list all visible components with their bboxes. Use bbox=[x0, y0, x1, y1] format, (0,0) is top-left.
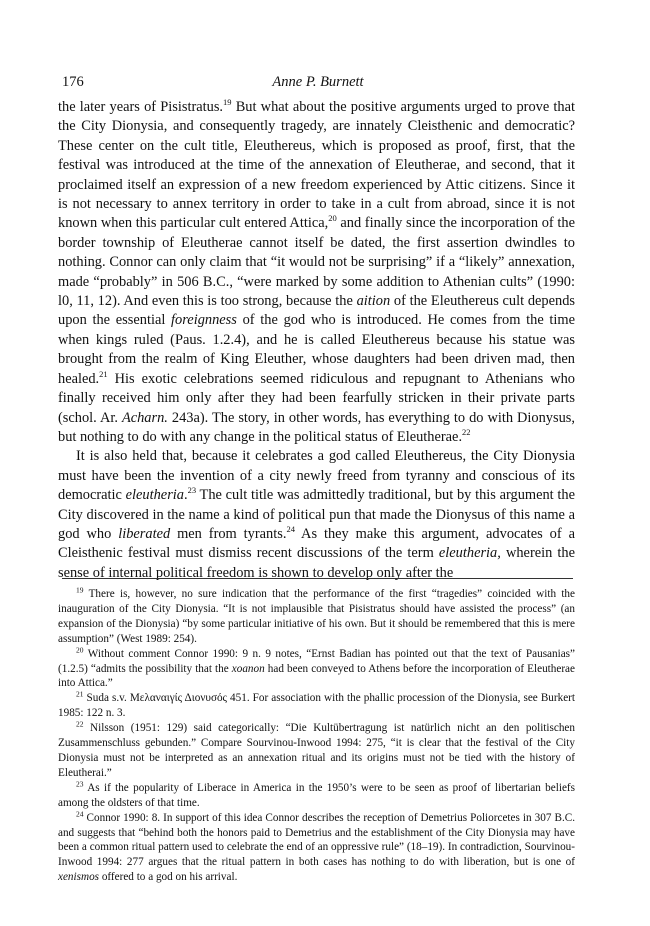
footnote-ref-19[interactable]: 19 bbox=[223, 97, 232, 108]
text-run: 243a). The story, in other words, has everything to do with Dionysus, but nothing to do with any change in the political status of Eleutherae. bbox=[58, 409, 576, 445]
text-run: It is also held that, because it celebrates a god called Eleuthereus, the City Dionysia must have been the invention of a city newly freed from tyranny and conscious of its democratic bbox=[58, 448, 575, 504]
footnote-23 bbox=[58, 781, 575, 811]
text-run: But what about the positive arguments urged to prove that the City Dionysia, and consequently tragedy, are innately Cleisthenic and democratic? These center on the cult title, Eleuthereus, which is proposed as proof, first, that the festival was introduced at the time of the annexation of Eleutherae, and second, that it proclaimed itself an expression of a new freedom experienced by Attic citizens. Since it is not necessary to annex territory in order to take in a cult from abroad, since it is not known when this particular cult entered Attica, bbox=[58, 99, 575, 232]
paragraph-2 bbox=[58, 447, 575, 583]
footnote-21 bbox=[58, 691, 575, 721]
text-run: The cult title was admittedly traditional, but by this argument the City discovered in the name a kind of political pun that made the Dionysus of this name a god who bbox=[58, 487, 575, 542]
footnote-number: 21 bbox=[76, 689, 84, 699]
emphasis: liberated bbox=[118, 525, 171, 542]
footnote-ref-20[interactable]: 20 bbox=[328, 213, 337, 224]
footnote-separator bbox=[62, 578, 573, 579]
footnote-text: Nilsson (1951: 129) said categorically: “Die Kultübertragung ist natürlich nicht an den politischen Zusammenschluss gebunden.” Compare Sourvinou-Inwood 1994: 275, “it is clear that the festival of the City Dionysia must not be interpreted as an annexation ritual and its origins must not be tied with the history of Eleutherai.” bbox=[58, 722, 575, 779]
page-header bbox=[62, 74, 574, 94]
footnote-text: Connor 1990: 8. In support of this idea Connor describes the reception of Demetrius Poliorcetes in 307 B.C. and suggests that “behind both the honors paid to Demetrius and the establishment of the City Dionysia may have been a common ritual pattern used to celebrate the end of an oppressive rule” (18–19). In contradiction, Sourvinou-Inwood 1994: 277 argues that the ritual pattern in both cases has nothing to do with liberation, but is one of bbox=[58, 811, 575, 869]
footnote-text: offered to a god on his arrival. bbox=[99, 871, 238, 884]
footnotes bbox=[58, 587, 575, 885]
footnote-ref-21[interactable]: 21 bbox=[99, 368, 108, 379]
footnote-number: 22 bbox=[76, 719, 84, 729]
footnote-text: Without comment Connor 1990: 9 n. 9 notes, “Ernst Badian has pointed out that the text of Pausanias” (1.2.5) “admits the possibility that the bbox=[58, 647, 575, 675]
footnote-text: Suda s.v. Μελαναιγίς Διονυσός 451. For association with the phallic procession of the Dionysia, see Burkert 1985: 122 n. 3. bbox=[58, 692, 575, 720]
text-run: the later years of Pisistratus. bbox=[58, 99, 224, 115]
main-text bbox=[58, 98, 575, 583]
emphasis: xoanon bbox=[231, 662, 265, 675]
emphasis: Acharn. bbox=[121, 409, 168, 426]
paragraph-1 bbox=[58, 98, 575, 447]
page-number: 176 bbox=[62, 74, 84, 90]
text-run: . bbox=[183, 487, 188, 504]
text-run: As they make this argument, advocates of a Cleisthenic festival must dismiss recent discussions of the term bbox=[58, 525, 575, 562]
emphasis: eleutheria, bbox=[438, 545, 501, 562]
emphasis: eleutheria bbox=[125, 487, 184, 504]
running-head-author: Anne P. Burnett bbox=[272, 74, 364, 90]
footnote-ref-22[interactable]: 22 bbox=[462, 427, 471, 438]
footnote-number: 20 bbox=[76, 644, 84, 654]
footnote-22 bbox=[58, 721, 575, 781]
footnote-number: 24 bbox=[76, 808, 84, 818]
text-run: men from tyrants. bbox=[170, 525, 287, 542]
emphasis: foreignness bbox=[171, 312, 237, 329]
footnote-number: 19 bbox=[76, 585, 84, 595]
text-run: His exotic celebrations seemed ridiculous and repugnant to Athenians who finally received him only after they had been fearfully stricken in their private parts (schol. Ar. bbox=[58, 370, 575, 426]
text-run: of the god who is introduced. He comes from the time when kings ruled (Paus. 1.2.4), and he is called Eleuthereus because his statue was brought from the realm of King Eleuther, whose daughters had been driven mad, then healed. bbox=[58, 312, 575, 387]
footnote-text: As if the popularity of Liberace in America in the 1950’s were to be seen as proof of libertarian beliefs among the oldsters of that time. bbox=[58, 781, 575, 809]
footnote-20 bbox=[58, 644, 575, 692]
emphasis: xenismos bbox=[58, 871, 100, 884]
footnote-ref-23[interactable]: 23 bbox=[187, 485, 197, 496]
footnote-19 bbox=[58, 587, 575, 647]
footnote-24 bbox=[58, 808, 575, 886]
text-run: of the Eleuthereus cult depends upon the essential bbox=[58, 293, 576, 329]
footnote-text: had been conveyed to Athens before the incorporation of Eleutherae into Attica.” bbox=[58, 662, 575, 690]
footnote-ref-24[interactable]: 24 bbox=[286, 524, 295, 535]
emphasis: aition bbox=[356, 293, 391, 310]
text-run: and finally since the incorporation of the border township of Eleutherae cannot itself be dated, the first assertion dwindles to nothing. Connor can only claim that “it would not be surprising” if a “likely” annexation, made “probably” in 506 B.C., “were marked by some addition to Athenian cults” (1990: l0, 11, 12). And even this is too strong, because the bbox=[58, 215, 575, 310]
text-run: wherein the sense of internal political freedom is shown to develop only after the bbox=[58, 545, 576, 581]
footnote-number: 23 bbox=[76, 779, 84, 789]
footnote-text: There is, however, no sure indication that the performance of the first “tragedies” coincided with the inauguration of the City Dionysia. “It is not implausible that Pisistratus should have assisted the process” (an expansion of the Dionysia) “by some particular initiative of his own. But it should be remembered that this is mere assumption” (West 1989: 254). bbox=[58, 588, 575, 645]
